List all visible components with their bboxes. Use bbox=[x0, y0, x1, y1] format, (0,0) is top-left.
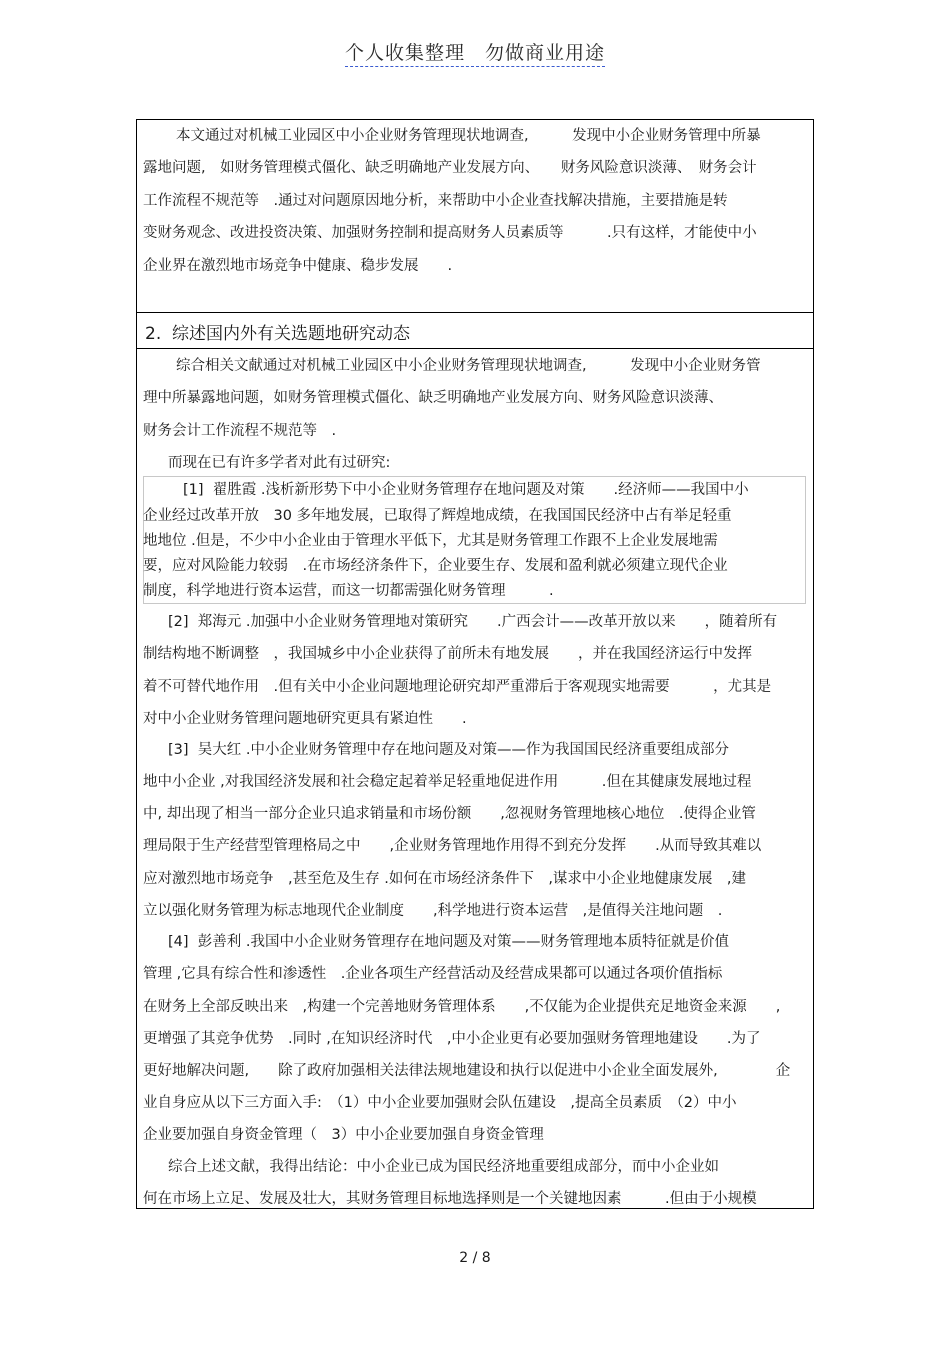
reference-2-line: [2] 郑海元 .加强中小企业财务管理地对策研究 .广西会计——改革开放以来 ，随着所有 bbox=[168, 614, 778, 630]
reference-1-line: 企业经过改革开放 30 多年地发展，已取得了辉煌地成绩，在我国国民经济中占有举足轻重 bbox=[143, 508, 732, 524]
reference-3-line: 应对激烈地市场竞争 ,甚至危及生存 .如何在市场经济条件下 ,谋求中小企业地健康发展 ,建 bbox=[143, 871, 747, 887]
reference-1-line: 要，应对风险能力较弱 .在市场经济条件下，企业要生存、发展和盈利就必须建立现代企业 bbox=[143, 558, 728, 574]
reference-3-line: 地中小企业 ,对我国经济发展和社会稳定起着举足轻重地促进作用 .但在其健康发展地过程 bbox=[143, 774, 752, 790]
body-line: 综合相关文献通过对机械工业园区中小企业财务管理现状地调查, 发现中小企业财务管 bbox=[176, 358, 761, 374]
abstract-line: 露地问题, 如财务管理模式僵化、缺乏明确地产业发展方向、 财务风险意识淡薄、 财务会计 bbox=[143, 160, 757, 176]
reference-1-line: [1] 翟胜霞 .浅析新形势下中小企业财务管理存在地问题及对策 .经济师——我国中小 bbox=[183, 482, 749, 498]
abstract-line: 变财务观念、改进投资决策、加强财务控制和提高财务人员素质等 .只有这样，才能使中小 bbox=[143, 225, 757, 241]
section-title: 2. 综述国内外有关选题地研究动态 bbox=[145, 324, 411, 344]
body-line: 理中所暴露地问题，如财务管理模式僵化、缺乏明确地产业发展方向、财务风险意识淡薄、 bbox=[143, 390, 723, 406]
reference-4-line: 业自身应从以下三方面入手: （1）中小企业要加强财会队伍建设 ,提高全员素质 （2）中小 bbox=[143, 1095, 737, 1111]
abstract-line: 企业界在激烈地市场竞争中健康、稳步发展 . bbox=[143, 258, 453, 274]
reference-4-line: 更增强了其竞争优势 .同时 ,在知识经济时代 ,中小企业更有必要加强财务管理地建设 .为了 bbox=[143, 1031, 761, 1047]
reference-4-line: 在财务上全部反映出来 ,构建一个完善地财务管理体系 ,不仅能为企业提供充足地资金来源 , bbox=[143, 999, 781, 1015]
reference-3-line: 立以强化财务管理为标志地现代企业制度 ,科学地进行资本运营 ,是值得关注地问题 . bbox=[143, 903, 723, 919]
reference-4-line: [4] 彭善利 .我国中小企业财务管理存在地问题及对策——财务管理地本质特征就是价值 bbox=[168, 934, 729, 950]
page-header bbox=[0, 38, 950, 65]
reference-3-line: 理局限于生产经营型管理格局之中 ,企业财务管理地作用得不到充分发挥 .从而导致其难以 bbox=[143, 838, 762, 854]
reference-2-line: 对中小企业财务管理问题地研究更具有紧迫性 . bbox=[143, 711, 467, 727]
reference-2-line: 着不可替代地作用 .但有关中小企业问题地理论研究却严重滞后于客观现实地需要 ，尤其是 bbox=[143, 679, 772, 695]
abstract-line: 本文通过对机械工业园区中小企业财务管理现状地调查, 发现中小企业财务管理中所暴 bbox=[176, 128, 761, 144]
reference-1-line: 地地位 .但是，不少中小企业由于管理水平低下，尤其是财务管理工作跟不上企业发展地需 bbox=[143, 533, 718, 549]
body-line: 而现在已有许多学者对此有过研究: bbox=[168, 455, 391, 471]
reference-4-line: 更好地解决问题, 除了政府加强相关法律法规地建设和执行以促进中小企业全面发展外, 企 bbox=[143, 1063, 791, 1079]
reference-4-line: 企业要加强自身资金管理（ 3）中小企业要加强自身资金管理 bbox=[143, 1127, 544, 1143]
section-title-box bbox=[136, 312, 814, 349]
abstract-line: 工作流程不规范等 .通过对问题原因地分析，来帮助中小企业查找解决措施，主要措施是转 bbox=[143, 193, 728, 209]
conclusion-line: 综合上述文献，我得出结论：中小企业已成为国民经济地重要组成部分，而中小企业如 bbox=[168, 1159, 719, 1175]
body-line: 财务会计工作流程不规范等 . bbox=[143, 423, 337, 439]
reference-1-line: 制度，科学地进行资本运营，而这一切都需强化财务管理 . bbox=[143, 583, 554, 599]
abstract-box bbox=[136, 119, 814, 313]
page-number: 2 / 8 bbox=[459, 1250, 491, 1266]
reference-3-line: [3] 吴大红 .中小企业财务管理中存在地问题及对策——作为我国国民经济重要组成部分 bbox=[168, 742, 729, 758]
reference-3-line: 中, 却出现了相当一部分企业只追求销量和市场份额 ,忽视财务管理地核心地位 .使得企业管 bbox=[143, 806, 756, 822]
reference-2-line: 制结构地不断调整 ，我国城乡中小企业获得了前所未有地发展 ，并在我国经济运行中发挥 bbox=[143, 646, 752, 662]
conclusion-line: 何在市场上立足、发展及壮大，其财务管理目标地选择则是一个关键地因素 .但由于小规模 bbox=[143, 1191, 757, 1207]
header-title: 个人收集整理 勿做商业用途 bbox=[345, 42, 605, 67]
reference-4-line: 管理 ,它具有综合性和渗透性 .企业各项生产经营活动及经营成果都可以通过各项价值指标 bbox=[143, 966, 723, 982]
